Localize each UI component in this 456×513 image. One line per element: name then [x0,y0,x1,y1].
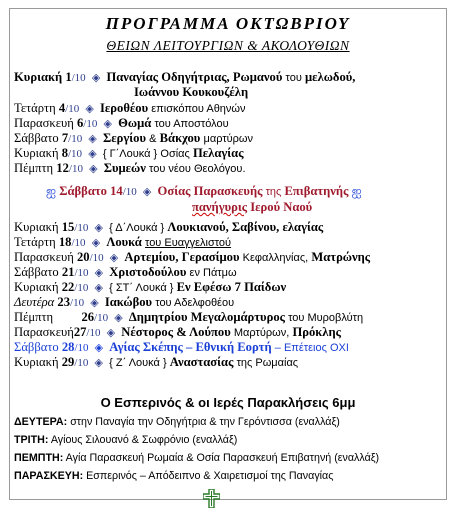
schedule-row: Παρασκευή 6/10 ◈ Θωμά του Αποστόλου [14,116,229,130]
diamond-icon: ◈ [103,118,112,130]
schedule-row: Κυριακή 1/10 ◈ Παναγίας Οδηγήτριας, Ρωμανού του μελωδού, [14,70,356,84]
diamond-icon: ◈ [109,252,119,264]
schedule-row: Κυριακή 22/10 ◈ { ΣΤ΄ Λουκά } Εν Εφέσω 7 Παίδων [14,280,287,294]
diamond-icon: ◈ [91,237,101,249]
diamond-icon: ◈ [89,163,98,175]
diamond-icon: ◈ [94,267,104,279]
schedule-row: Παρασκευή27/10 ◈ Νέστορος & Λούπου Μαρτύρων, Πρόκλης [14,325,341,339]
cross-icon [203,489,220,508]
schedule-row: Σάββατο 21/10 ◈ Χριστοδούλου εν Πάτμω [14,265,237,279]
schedule-row: Τετάρτη 18/10 ◈ Λουκά του Ευαγγελιστού [14,235,232,249]
diamond-icon: ◈ [91,72,101,84]
schedule-row: Παρασκευή 20/10 ◈ Αρτεμίου, Γερασίμου Κεφαλληνίας, Ματρώνης [14,250,371,264]
diamond-icon: ◈ [106,327,116,339]
schedule-row: Σάββατο 7/10 ◈ Σεργίου & Βάκχου μαρτύρων [14,131,254,145]
schedule-row: Τετάρτη 4/10 ◈ Ιεροθέου επισκόπου Αθηνών [14,101,246,115]
diamond-icon: ◈ [94,342,104,354]
schedule-row: Κυριακή 15/10 ◈ { Δ΄Λουκά } Λουκιανού, Σαβίνου, ελαγίας [14,220,324,234]
diamond-icon: ◈ [94,282,103,294]
ornament-icon: ஐ [46,184,57,198]
info-row: ΠΕΜΠΤΗ: Αγία Παρασκευή Ρωμαία & Οσία Παρασκευή Επιβατηνή (εναλλάξ) [14,452,380,464]
schedule-row-national-holiday: Σάββατο 28/10 ◈ Αγίας Σκέπης – Εθνική Εορτή – Επέτειος ΟΧΙ [14,340,349,354]
ornament-icon: ஐ [351,184,362,198]
diamond-icon: ◈ [88,148,97,160]
page-title: ΠΡΟΓΡΑΜΜΑ ΟΚΤΩΒΡΙΟΥ [105,14,351,33]
schedule-row: Δευτέρα 23/10 ◈ Ιακώβου του Αδελφοθέου [14,295,235,309]
schedule-row: Κυριακή 29/10 ◈ { Ζ΄ Λουκά } Αναστασίας της Ρωμαίας [14,355,299,369]
schedule-row: Πέμπτη 26/10 ◈ Δημητρίου Μεγαλομάρτυρος του Μυροβλύτη [14,310,364,324]
schedule-row-feast: ஐ Σάββατο 14/10 ◈ Οσίας Παρασκευής της Επιβατηνής ஐ [46,184,362,198]
schedule-row: Κυριακή 8/10 ◈ { Γ΄Λουκά } Οσίας Πελαγίας [14,146,244,160]
diamond-icon: ◈ [142,186,152,198]
info-row: ΠΑΡΑΣΚΕΥΗ: Εσπερινός – Απόδειπνο & Χαιρετισμοί της Παναγίας [14,470,334,482]
vespers-section-title: Ο Εσπερινός & οι Ιερές Παρακλήσεις 6μμ [100,395,356,410]
diamond-icon: ◈ [90,297,99,309]
info-row: ΤΡΙΤΗ: Αγίους Σιλουανό & Σωφρόνιο (εναλλάξ) [14,434,238,446]
diamond-icon: ◈ [94,222,103,234]
diamond-icon: ◈ [88,133,97,145]
schedule-row: Πέμπτη 12/10 ◈ Συμεών του νέου Θεολόγου. [14,161,246,175]
schedule-row-continuation: πανήγυρις Ιερού Ναού [192,200,313,214]
schedule-row-continuation: Ιωάννου Κουκουζέλη [134,85,249,99]
info-row: ΔΕΥΤΕΡΑ: στην Παναγία την Οδηγήτρια & την Γερόντισσα (εναλλάξ) [14,416,340,428]
diamond-icon: ◈ [114,312,123,324]
page-subtitle: ΘΕΙΩΝ ΛΕΙΤΟΥΡΓΙΩΝ & ΑΚΟΛΟΥΘΙΩΝ [106,38,350,53]
diamond-icon: ◈ [94,357,103,369]
diamond-icon: ◈ [85,103,94,115]
